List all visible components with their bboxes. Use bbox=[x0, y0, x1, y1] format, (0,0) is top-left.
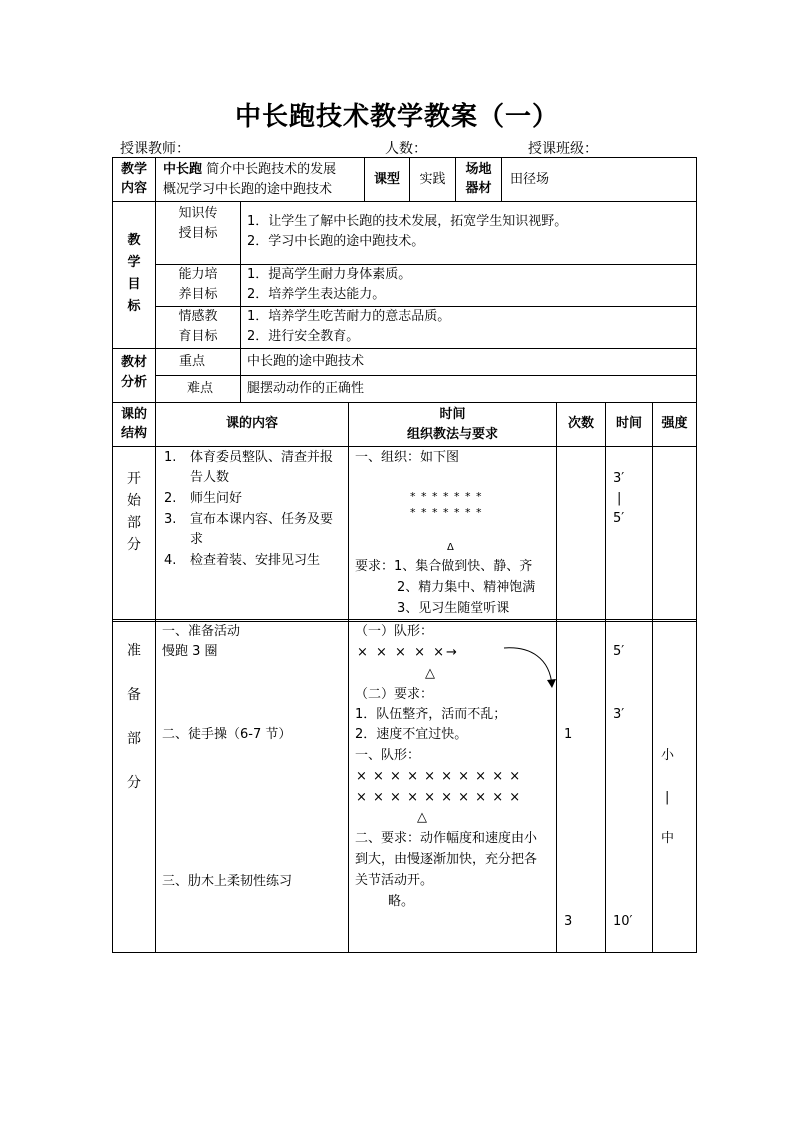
prep-org-4: 2．速度不宜过快。 bbox=[355, 727, 468, 742]
analysis-label: 教材 分析 bbox=[120, 355, 147, 390]
prep-time-3: 10′ bbox=[613, 914, 633, 929]
difficulty-value: 腿摆动动作的正确性 bbox=[247, 381, 365, 396]
type-label: 课型 bbox=[373, 172, 400, 187]
prep-teacher-1: △ bbox=[425, 666, 435, 681]
content-bold: 中长跑 bbox=[163, 162, 203, 177]
teacher-label: 授课教师： bbox=[120, 141, 190, 157]
start-req-3: 3、见习生随堂听课 bbox=[397, 601, 510, 616]
prep-content-1: 一、准备活动 bbox=[162, 624, 241, 639]
objective-1-line-1: 1．让学生了解中长跑的技术发展，拓宽学生知识视野。 bbox=[247, 214, 568, 229]
start-item-2-l1: 师生问好 bbox=[190, 491, 243, 506]
curved-arrow-icon bbox=[500, 644, 560, 692]
prep-label: 准 备 部 分 bbox=[127, 643, 141, 791]
start-item-3-num: 3. bbox=[164, 512, 177, 527]
objective-2-line-1: 1．提高学生耐力身体素质。 bbox=[247, 267, 412, 282]
objective-name-2: 能力培 养目标 bbox=[178, 267, 218, 302]
venue-label: 场地 器材 bbox=[465, 162, 492, 196]
prep-content-3: 二、徒手操（6-7 节） bbox=[162, 727, 292, 742]
objective-name-1: 知识传 授目标 bbox=[178, 206, 218, 241]
prep-org-8: 关节活动开。 bbox=[355, 873, 434, 888]
start-time-top: 3′ bbox=[613, 471, 625, 486]
difficulty-label: 难点 bbox=[186, 381, 213, 396]
prep-formation-2b: × × × × × × × × × × bbox=[356, 790, 522, 805]
objective-name-3: 情感教 育目标 bbox=[178, 309, 218, 344]
prep-count-1: 1 bbox=[564, 727, 573, 742]
formation-row-2: * * * * * * * bbox=[410, 506, 483, 519]
content-line-2: 概况学习中长跑的途中跑技术 bbox=[163, 182, 333, 197]
start-time-mid: | bbox=[617, 491, 622, 506]
header-time: 时间 bbox=[439, 407, 466, 422]
prep-time-2: 3′ bbox=[613, 707, 625, 722]
objective-3-line-2: 2．进行安全教育。 bbox=[247, 329, 360, 344]
type-value: 实践 bbox=[419, 172, 446, 187]
header-intensity: 强度 bbox=[661, 416, 688, 431]
prep-org-7: 到大，由慢逐渐加快，充分把各 bbox=[355, 852, 538, 867]
prep-content-2: 慢跑 3 圈 bbox=[162, 644, 218, 659]
start-org-title: 一、组织：如下图 bbox=[355, 450, 460, 465]
header-org: 组织教法与要求 bbox=[406, 427, 498, 442]
prep-time-1: 5′ bbox=[613, 644, 625, 659]
content-line-1 bbox=[163, 160, 336, 180]
start-item-2-num: 2. bbox=[164, 491, 177, 506]
count-label: 人数： bbox=[385, 141, 427, 157]
start-item-3-l1: 宣布本课内容、任务及要 bbox=[190, 512, 334, 527]
prep-org-2: （二）要求： bbox=[355, 687, 434, 702]
page-title: 中长跑技术教学教案（一） bbox=[234, 102, 559, 132]
prep-intensity-sep: | bbox=[665, 790, 670, 805]
prep-teacher-2: △ bbox=[417, 810, 427, 825]
prep-org-6: 二、要求：动作幅度和速度由小 bbox=[355, 831, 538, 846]
content-label: 教学 内容 bbox=[120, 162, 147, 196]
teacher-marker: Δ bbox=[447, 542, 454, 553]
class-label: 授课班级： bbox=[528, 141, 598, 157]
key-value: 中长跑的途中跑技术 bbox=[247, 354, 365, 369]
prep-count-3: 3 bbox=[564, 914, 573, 929]
header-count: 次数 bbox=[567, 416, 594, 431]
start-req-2: 2、精力集中、精神饱满 bbox=[397, 580, 536, 595]
key-label: 重点 bbox=[178, 354, 205, 369]
start-item-4-l1: 检查着装、安排见习生 bbox=[190, 553, 321, 568]
prep-intensity-mid: 中 bbox=[661, 831, 675, 846]
prep-org-3: 1．队伍整齐，活而不乱； bbox=[355, 707, 507, 722]
prep-org-5: 一、队形： bbox=[355, 748, 421, 763]
start-item-1-num: 1. bbox=[164, 450, 177, 465]
prep-formation-1: × × × × ×→ bbox=[357, 645, 459, 660]
objective-3-line-1: 1．培养学生吃苦耐力的意志品质。 bbox=[247, 309, 451, 324]
objectives-label: 教 学 目 标 bbox=[127, 233, 141, 314]
prep-org-1: （一）队形： bbox=[355, 624, 434, 639]
start-req-1: 要求：1、集合做到快、静、齐 bbox=[355, 559, 533, 574]
formation-row-1: * * * * * * * bbox=[410, 490, 483, 503]
start-item-3-l2: 求 bbox=[190, 532, 204, 547]
prep-content-4: 三、肋木上柔韧性练习 bbox=[162, 874, 293, 889]
content-l1: 简介中长跑技术的发展 bbox=[202, 162, 337, 177]
prep-formation-2a: × × × × × × × × × × bbox=[356, 769, 522, 784]
start-item-4-num: 4. bbox=[164, 553, 177, 568]
start-label: 开 始 部 分 bbox=[127, 471, 141, 553]
start-time-bot: 5′ bbox=[613, 511, 625, 526]
start-item-1-l1: 体育委员整队、清查并报 bbox=[190, 450, 334, 465]
header-content: 课的内容 bbox=[225, 416, 278, 431]
objective-2-line-2: 2．培养学生表达能力。 bbox=[247, 287, 386, 302]
start-item-1-l2: 告人数 bbox=[190, 470, 230, 485]
venue-value: 田径场 bbox=[510, 172, 550, 187]
prep-intensity-low: 小 bbox=[661, 748, 675, 763]
objective-1-line-2: 2．学习中长跑的途中跑技术。 bbox=[247, 234, 425, 249]
prep-org-9: 略。 bbox=[388, 894, 415, 909]
header-duration: 时间 bbox=[615, 416, 642, 431]
header-structure: 课的 结构 bbox=[120, 407, 147, 441]
